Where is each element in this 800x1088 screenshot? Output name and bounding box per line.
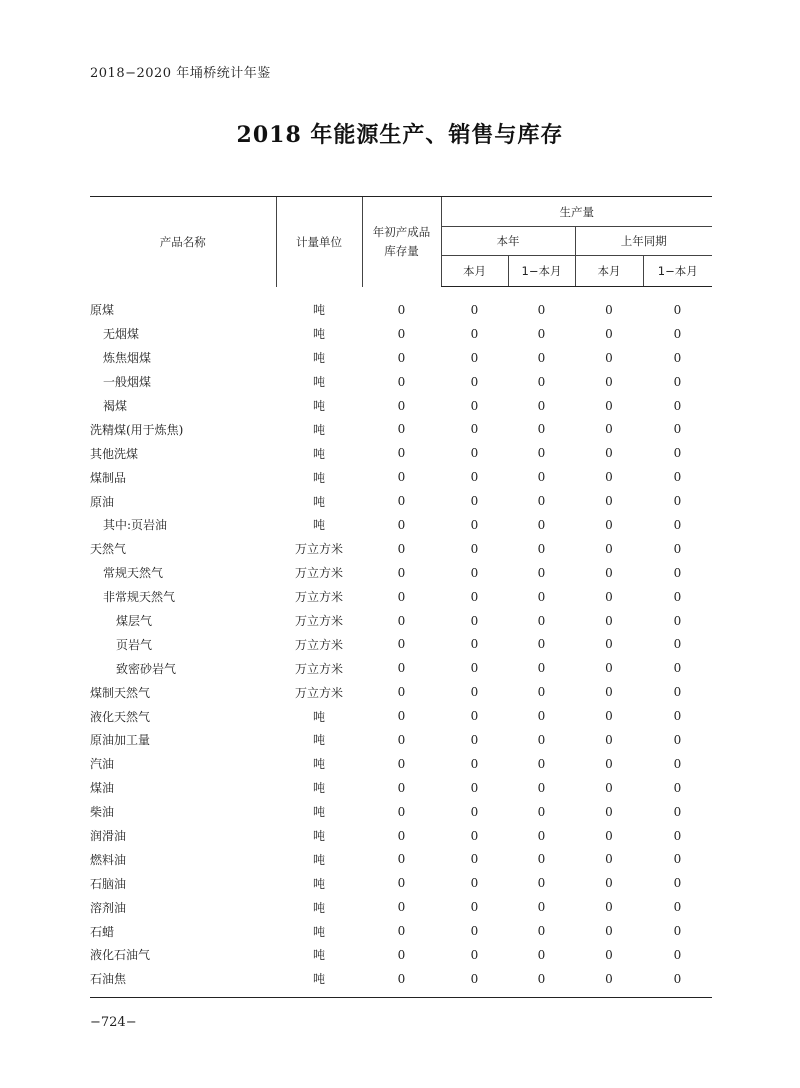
cell-opening-stock: 0 [397,876,406,891]
cell-unit: 万立方米 [294,661,343,676]
cell-last-year-cumulative: 0 [673,446,682,461]
cell-product-name: 常规天然气 [103,566,164,581]
cell-this-year-cumulative: 0 [537,852,546,867]
cell-last-year-month: 0 [605,350,613,365]
cell-last-year-month: 0 [605,924,613,939]
cell-product-name: 页岩气 [116,637,153,652]
cell-unit: 吨 [312,781,325,796]
table-row [90,800,712,824]
table-row [90,322,712,346]
cell-this-year-cumulative: 0 [537,494,546,509]
cell-opening-stock: 0 [397,804,406,819]
cell-last-year-month: 0 [605,971,613,986]
table-row [90,752,712,776]
table-row [90,561,712,585]
cell-last-year-month: 0 [605,780,613,795]
table-row [90,465,712,489]
header-last-year-cumulative: 1−本月 [643,256,712,287]
cell-last-year-cumulative: 0 [673,350,682,365]
header-opening-stock [362,197,441,287]
cell-this-year-month: 0 [470,470,479,485]
running-head: 2018−2020 年埇桥统计年鉴 [90,66,271,81]
cell-unit: 万立方米 [294,590,343,605]
cell-this-year-cumulative: 0 [537,947,546,962]
cell-this-year-month: 0 [470,971,479,986]
cell-unit: 吨 [312,709,325,724]
cell-opening-stock: 0 [397,947,406,962]
cell-last-year-cumulative: 0 [673,732,682,747]
cell-last-year-cumulative: 0 [673,756,682,771]
cell-last-year-cumulative: 0 [673,924,682,939]
table-row [90,967,712,993]
cell-product-name: 石脑油 [90,876,127,891]
cell-unit: 吨 [312,494,325,509]
cell-last-year-cumulative: 0 [673,517,682,532]
cell-unit: 万立方米 [294,566,343,581]
header-opening-stock-line1: 年初产成品 [372,224,431,239]
cell-this-year-cumulative: 0 [537,661,546,676]
cell-opening-stock: 0 [397,446,406,461]
cell-unit: 吨 [312,852,325,867]
table-row [90,632,712,656]
cell-opening-stock: 0 [397,780,406,795]
cell-unit: 吨 [312,470,325,485]
cell-last-year-month: 0 [605,852,613,867]
cell-last-year-month: 0 [605,637,613,652]
cell-product-name: 原煤 [90,303,115,318]
cell-last-year-cumulative: 0 [673,828,682,843]
cell-this-year-cumulative: 0 [537,756,546,771]
cell-last-year-month: 0 [605,302,613,317]
table-row [90,298,712,322]
cell-this-year-cumulative: 0 [537,350,546,365]
table-row [90,847,712,871]
cell-last-year-cumulative: 0 [673,613,682,628]
cell-opening-stock: 0 [397,924,406,939]
cell-last-year-month: 0 [605,470,613,485]
cell-opening-stock: 0 [397,661,406,676]
cell-this-year-month: 0 [470,374,479,389]
table-row [90,704,712,728]
cell-product-name: 煤层气 [116,614,153,629]
header-this-year-month: 本月 [441,256,508,287]
table-row [90,895,712,919]
cell-this-year-cumulative: 0 [537,637,546,652]
header-unit: 计量单位 [276,197,362,287]
cell-last-year-month: 0 [605,589,613,604]
cell-this-year-cumulative: 0 [537,446,546,461]
cell-last-year-cumulative: 0 [673,852,682,867]
cell-product-name: 液化天然气 [90,709,151,724]
cell-this-year-month: 0 [470,732,479,747]
cell-last-year-cumulative: 0 [673,637,682,652]
cell-this-year-month: 0 [470,947,479,962]
cell-this-year-cumulative: 0 [537,732,546,747]
cell-last-year-month: 0 [605,709,613,724]
cell-opening-stock: 0 [397,900,406,915]
cell-product-name: 其他洗煤 [90,446,139,461]
header-product-name: 产品名称 [90,197,276,287]
cell-product-name: 其中:页岩油 [103,518,168,533]
cell-unit: 吨 [312,422,325,437]
cell-last-year-month: 0 [605,685,613,700]
header-last-year: 上年同期 [575,227,712,256]
header-this-year: 本年 [441,227,575,256]
cell-last-year-month: 0 [605,876,613,891]
cell-this-year-cumulative: 0 [537,876,546,891]
cell-this-year-cumulative: 0 [537,589,546,604]
cell-this-year-month: 0 [470,398,479,413]
cell-this-year-month: 0 [470,804,479,819]
cell-last-year-cumulative: 0 [673,900,682,915]
cell-last-year-cumulative: 0 [673,589,682,604]
cell-product-name: 洗精煤(用于炼焦) [90,422,184,437]
header-this-year-cumulative: 1−本月 [508,256,575,287]
cell-this-year-month: 0 [470,637,479,652]
cell-this-year-cumulative: 0 [537,613,546,628]
cell-unit: 吨 [312,829,325,844]
cell-opening-stock: 0 [397,374,406,389]
page-title: 2018 年能源生产、销售与库存 [236,122,564,148]
cell-last-year-month: 0 [605,446,613,461]
cell-last-year-cumulative: 0 [673,804,682,819]
table-spacer [90,287,712,299]
cell-this-year-month: 0 [470,900,479,915]
cell-opening-stock: 0 [397,756,406,771]
cell-opening-stock: 0 [397,852,406,867]
cell-product-name: 溶剂油 [90,900,127,915]
cell-product-name: 致密砂岩气 [116,661,177,676]
cell-this-year-month: 0 [470,446,479,461]
table-body [90,287,712,993]
table-row [90,537,712,561]
cell-last-year-cumulative: 0 [673,947,682,962]
cell-this-year-cumulative: 0 [537,517,546,532]
cell-this-year-month: 0 [470,756,479,771]
cell-this-year-cumulative: 0 [537,828,546,843]
table-row [90,417,712,441]
cell-unit: 吨 [312,446,325,461]
cell-opening-stock: 0 [397,589,406,604]
cell-unit: 万立方米 [294,637,343,652]
cell-unit: 吨 [312,924,325,939]
table-row [90,680,712,704]
cell-product-name: 煤制天然气 [90,685,151,700]
cell-opening-stock: 0 [397,637,406,652]
cell-opening-stock: 0 [397,326,406,341]
cell-opening-stock: 0 [397,302,406,317]
cell-last-year-cumulative: 0 [673,565,682,580]
cell-this-year-month: 0 [470,302,479,317]
cell-opening-stock: 0 [397,398,406,413]
cell-last-year-cumulative: 0 [673,780,682,795]
cell-this-year-month: 0 [470,350,479,365]
cell-unit: 吨 [312,399,325,413]
cell-this-year-cumulative: 0 [537,398,546,413]
cell-last-year-month: 0 [605,541,613,556]
cell-product-name: 炼焦烟煤 [103,351,152,366]
cell-this-year-month: 0 [470,709,479,724]
cell-opening-stock: 0 [397,709,406,724]
cell-this-year-cumulative: 0 [537,924,546,939]
cell-unit: 吨 [312,805,325,820]
cell-product-name: 无烟煤 [103,327,140,342]
cell-last-year-cumulative: 0 [673,709,682,724]
table-row [90,513,712,537]
cell-opening-stock: 0 [397,541,406,556]
cell-last-year-cumulative: 0 [673,541,682,556]
cell-opening-stock: 0 [397,828,406,843]
table-row [90,656,712,680]
cell-this-year-cumulative: 0 [537,685,546,700]
cell-last-year-cumulative: 0 [673,971,682,986]
table-row [90,441,712,465]
cell-this-year-cumulative: 0 [537,422,546,437]
table-row [90,585,712,609]
cell-this-year-month: 0 [470,685,479,700]
cell-last-year-month: 0 [605,900,613,915]
cell-last-year-cumulative: 0 [673,685,682,700]
table-row [90,824,712,848]
cell-last-year-month: 0 [605,517,613,532]
cell-product-name: 燃料油 [90,852,127,867]
cell-unit: 吨 [312,303,325,318]
cell-unit: 万立方米 [294,685,343,700]
cell-unit: 吨 [312,948,325,963]
table-row [90,394,712,418]
cell-product-name: 非常规天然气 [103,590,176,605]
table-row [90,609,712,633]
energy-table [90,196,712,993]
cell-opening-stock: 0 [397,613,406,628]
cell-this-year-cumulative: 0 [537,780,546,795]
cell-opening-stock: 0 [397,971,406,986]
cell-product-name: 汽油 [90,757,115,772]
cell-last-year-cumulative: 0 [673,470,682,485]
cell-this-year-month: 0 [470,422,479,437]
cell-this-year-month: 0 [470,780,479,795]
cell-unit: 万立方米 [294,614,343,629]
cell-this-year-month: 0 [470,613,479,628]
cell-product-name: 煤油 [90,781,115,796]
table-row [90,943,712,967]
cell-last-year-month: 0 [605,661,613,676]
cell-this-year-month: 0 [470,828,479,843]
cell-unit: 吨 [312,757,325,772]
cell-this-year-month: 0 [470,589,479,604]
cell-opening-stock: 0 [397,470,406,485]
cell-this-year-cumulative: 0 [537,971,546,986]
cell-last-year-month: 0 [605,613,613,628]
cell-opening-stock: 0 [397,732,406,747]
cell-this-year-cumulative: 0 [537,302,546,317]
cell-this-year-cumulative: 0 [537,374,546,389]
cell-unit: 吨 [312,351,325,366]
cell-unit: 吨 [312,375,325,390]
cell-product-name: 柴油 [90,805,115,820]
cell-this-year-month: 0 [470,517,479,532]
cell-product-name: 液化石油气 [90,948,151,963]
cell-last-year-cumulative: 0 [673,374,682,389]
cell-product-name: 原油 [90,494,115,509]
cell-last-year-cumulative: 0 [673,302,682,317]
cell-unit: 万立方米 [294,542,343,557]
cell-this-year-cumulative: 0 [537,326,546,341]
cell-this-year-month: 0 [470,494,479,509]
cell-this-year-month: 0 [470,876,479,891]
cell-last-year-month: 0 [605,494,613,509]
cell-last-year-month: 0 [605,374,613,389]
cell-this-year-month: 0 [470,326,479,341]
cell-this-year-cumulative: 0 [537,470,546,485]
table-header [90,197,712,287]
cell-unit: 吨 [312,733,325,748]
cell-this-year-month: 0 [470,661,479,676]
cell-last-year-cumulative: 0 [673,494,682,509]
cell-opening-stock: 0 [397,494,406,509]
cell-last-year-cumulative: 0 [673,398,682,413]
cell-last-year-month: 0 [605,756,613,771]
cell-opening-stock: 0 [397,350,406,365]
cell-opening-stock: 0 [397,422,406,437]
cell-product-name: 褐煤 [103,399,128,413]
cell-this-year-month: 0 [470,541,479,556]
header-production: 生产量 [441,197,712,227]
cell-opening-stock: 0 [397,685,406,700]
cell-unit: 吨 [312,972,325,987]
table-row [90,919,712,943]
cell-last-year-month: 0 [605,828,613,843]
cell-last-year-cumulative: 0 [673,661,682,676]
cell-product-name: 一般烟煤 [103,375,152,390]
cell-this-year-cumulative: 0 [537,900,546,915]
cell-this-year-month: 0 [470,852,479,867]
table-row [90,489,712,513]
cell-last-year-month: 0 [605,947,613,962]
cell-this-year-cumulative: 0 [537,541,546,556]
cell-product-name: 润滑油 [90,829,127,844]
cell-last-year-month: 0 [605,398,613,413]
cell-product-name: 煤制品 [90,470,127,485]
cell-last-year-month: 0 [605,732,613,747]
cell-this-year-cumulative: 0 [537,709,546,724]
cell-this-year-cumulative: 0 [537,804,546,819]
table-row [90,346,712,370]
header-last-year-month: 本月 [575,256,643,287]
page-number: −724− [90,1015,137,1030]
cell-unit: 吨 [312,876,325,891]
table-row [90,728,712,752]
cell-this-year-cumulative: 0 [537,565,546,580]
table-row [90,370,712,394]
cell-product-name: 天然气 [90,542,127,557]
cell-this-year-month: 0 [470,924,479,939]
cell-last-year-month: 0 [605,565,613,580]
header-opening-stock-line2: 库存量 [384,243,419,258]
cell-product-name: 原油加工量 [90,733,151,748]
cell-last-year-month: 0 [605,804,613,819]
cell-last-year-cumulative: 0 [673,876,682,891]
cell-last-year-cumulative: 0 [673,326,682,341]
table-bottom-rule [90,997,712,998]
cell-unit: 吨 [312,518,325,533]
cell-last-year-month: 0 [605,422,613,437]
cell-unit: 吨 [312,327,325,342]
cell-last-year-month: 0 [605,326,613,341]
cell-this-year-month: 0 [470,565,479,580]
cell-opening-stock: 0 [397,517,406,532]
cell-product-name: 石油焦 [90,972,127,987]
table-row [90,776,712,800]
cell-product-name: 石蜡 [90,924,115,939]
cell-unit: 吨 [312,900,325,915]
cell-opening-stock: 0 [397,565,406,580]
table-row [90,871,712,895]
cell-last-year-cumulative: 0 [673,422,682,437]
